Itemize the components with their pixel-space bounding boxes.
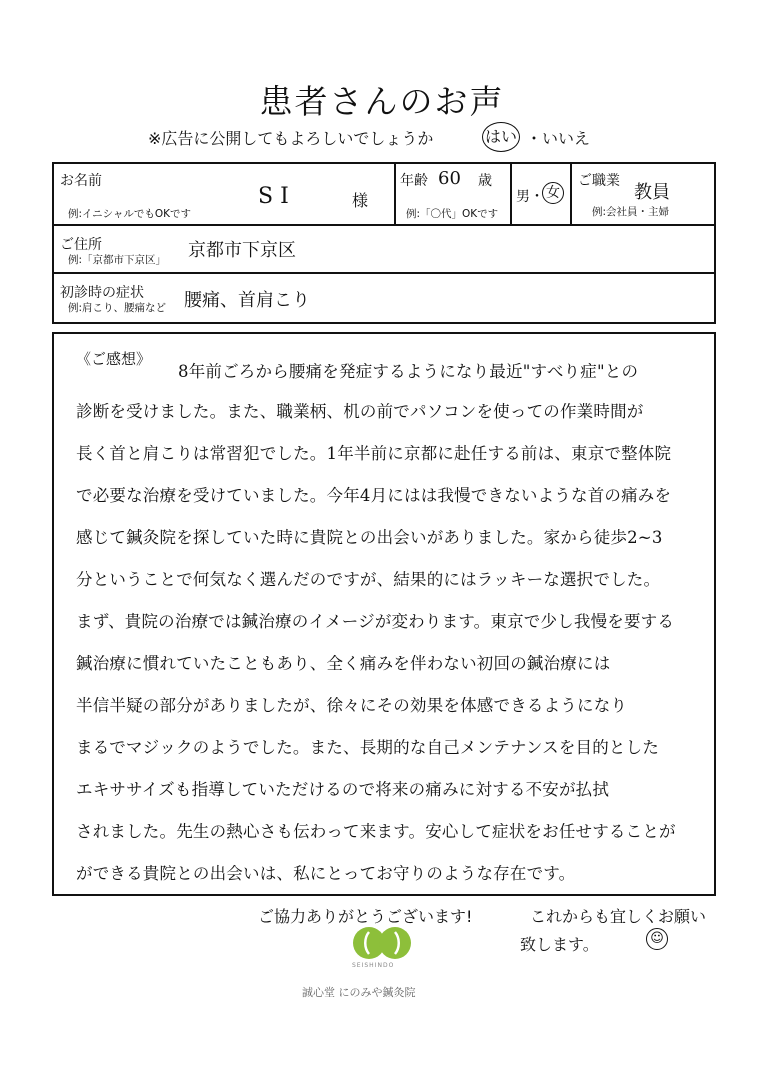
consent-no-option: ・いいえ [526,129,591,148]
row-divider [54,272,714,274]
impressions-label: 《ご感想》 [76,350,152,368]
occupation-value: 教員 [634,182,670,203]
occupation-label: ご職業 [578,173,620,189]
page-title: 患者さんのお声 [259,82,505,121]
col-divider [570,164,572,224]
thanks-message: ご協力ありがとうございます! [258,907,473,926]
closing-line-2: 致します。 [520,935,599,954]
logo-leaf-right [379,927,411,959]
age-unit: 歳 [478,173,492,189]
age-value: 60 [438,168,461,189]
impression-line: 鍼治療に慣れていたこともあり、全く痛みを伴わない初回の鍼治療には [76,654,611,673]
symptom-value: 腰痛、首肩こり [184,290,310,311]
impression-line: 半信半疑の部分がありましたが、徐々にその効果を体感できるようになり [76,696,628,715]
symptom-label: 初診時の症状 [60,285,144,301]
impression-line: されました。先生の熱心さも伝わって来ます。安心して症状をお任せすることが [76,822,676,841]
clinic-name: 誠心堂 にのみや鍼灸院 [302,986,416,999]
occupation-example: 例:会社員・主婦 [592,206,670,218]
row-divider [54,224,714,226]
name-example: 例:イニシャルでもOKです [68,208,192,220]
patient-info-table [52,162,716,324]
col-divider [394,164,396,224]
address-example: 例:「京都市下京区」 [68,254,167,266]
closing-line-1: これからも宜しくお願い [530,907,707,926]
name-suffix: 様 [352,191,369,210]
age-example: 例:「〇代」OKです [406,208,499,220]
impressions-box [52,332,716,896]
impression-line: で必要な治療を受けていました。今年4月にはは我慢できないような首の痛みを [76,486,672,505]
impression-line: ができる貴院との出会いは、私にとってお守りのような存在です。 [76,864,576,883]
smiley-icon: ☺ [646,928,668,950]
logo-text: SEISHINDO [352,962,395,969]
impression-line: 感じて鍼灸院を探していた時に貴院との出会いがありました。家から徒歩2~3 [76,528,663,547]
address-label: ご住所 [60,237,102,253]
consent-yes-circled: はい [482,122,520,152]
col-divider [510,164,512,224]
name-value: S I [258,184,289,209]
gender-female-circled: 女 [542,182,564,204]
impression-line: まるでマジックのようでした。また、長期的な自己メンテナンスを目的とした [76,738,660,757]
gender-male: 男・ [516,189,544,205]
symptom-example: 例:肩こり、腰痛など [68,302,167,314]
impression-line: まず、貴院の治療では鍼治療のイメージが変わります。東京で少し我慢を要する [76,612,675,631]
consent-question: ※広告に公開してもよろしいでしょうか [148,129,434,148]
impression-line: 分ということで何気なく選んだのですが、結果的にはラッキーな選択でした。 [76,570,661,589]
impression-line: 診断を受けました。また、職業柄、机の前でパソコンを使っての作業時間が [76,402,644,421]
name-label: お名前 [60,173,102,189]
impression-line: エキササイズも指導していただけるので将来の痛みに対する不安が払拭 [76,780,610,799]
clinic-logo-icon [344,924,420,962]
impression-line: 8年前ごろから腰痛を発症するようになり最近"すべり症"との [178,362,639,381]
age-label: 年齢 [400,173,428,189]
impression-line: 長く首と肩こりは常習犯でした。1年半前に京都に赴任する前は、東京で整体院 [76,444,672,463]
address-value: 京都市下京区 [188,240,296,261]
